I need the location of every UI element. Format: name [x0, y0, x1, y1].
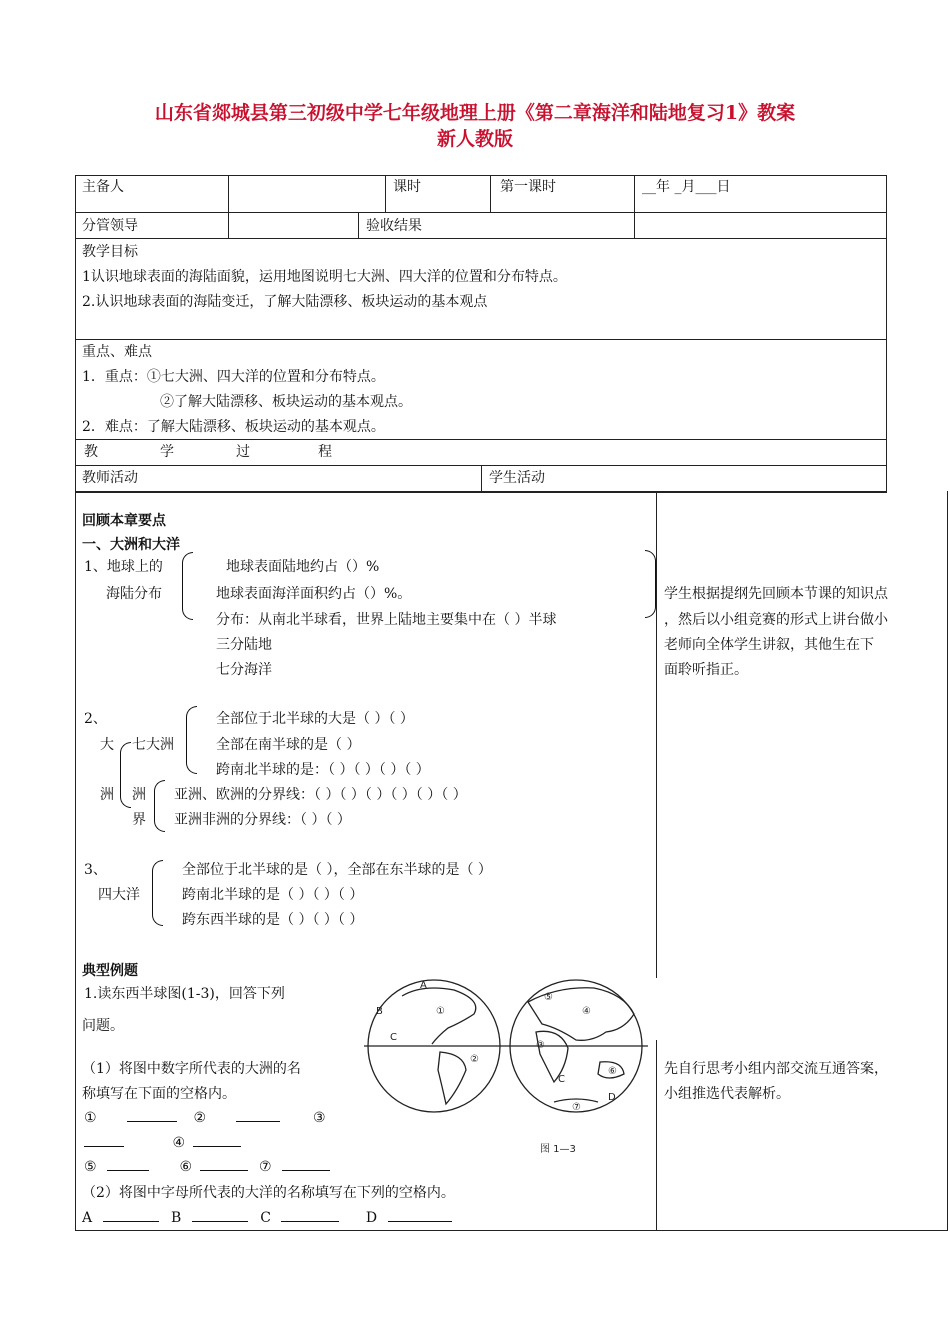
brace	[120, 742, 131, 808]
q2-label: 洲	[100, 787, 114, 803]
date-field: __年 _月___日	[642, 179, 731, 195]
process-char: 教	[84, 444, 98, 460]
answer-blank[interactable]	[193, 1146, 241, 1147]
map-label: ①	[436, 1006, 445, 1017]
example-heading: 典型例题	[82, 963, 138, 979]
student-activity-line: 先自行思考小组内部交流互通答案，	[664, 1061, 888, 1077]
student-activity-line: 小组推选代表解析。	[664, 1086, 790, 1102]
map-label: B	[376, 1006, 383, 1017]
map-label: C	[390, 1032, 397, 1043]
preparer-label: 主备人	[82, 179, 124, 195]
answer-blank[interactable]	[127, 1121, 177, 1122]
objectives-heading: 教学目标	[82, 244, 138, 260]
map-label: C	[558, 1074, 565, 1085]
key-point-line: ②了解大陆漂移、板块运动的基本观点。	[160, 394, 412, 410]
q3-line: 跨南北半球的是（ ）（ ）（ ）	[182, 887, 364, 903]
brace	[154, 780, 165, 832]
brace	[645, 550, 656, 618]
answer-num: ③	[312, 1110, 326, 1126]
divider	[481, 465, 482, 492]
key-points-heading: 重点、难点	[82, 344, 152, 360]
q2-label: 七大洲	[132, 737, 174, 753]
objectives-cell	[75, 238, 887, 340]
info-row-1	[75, 175, 887, 213]
answer-row	[84, 1158, 330, 1176]
answer-blank[interactable]	[103, 1221, 159, 1222]
q1-line: 地球表面陆地约占（）%	[226, 559, 380, 575]
answer-blank[interactable]	[282, 1170, 330, 1171]
divider	[656, 1040, 657, 1231]
q3-line: 全部位于北半球的是（ ），全部在东半球的是（ ）	[182, 862, 492, 878]
process-cell	[75, 439, 887, 466]
brace	[182, 552, 193, 620]
divider	[490, 175, 491, 213]
answer-num: ⑦	[258, 1159, 272, 1175]
process-char: 程	[318, 444, 332, 460]
answer-blank[interactable]	[107, 1170, 149, 1171]
divider	[228, 212, 229, 239]
answer-blank[interactable]	[192, 1221, 248, 1222]
answer-num: ①	[84, 1110, 97, 1126]
answer-blank[interactable]	[281, 1221, 339, 1222]
q2-label: 界	[132, 812, 146, 828]
answer-blank[interactable]	[200, 1170, 248, 1171]
answer-letter: A	[82, 1210, 93, 1226]
answer-num: ⑥	[179, 1159, 193, 1175]
student-activity-label: 学生活动	[489, 470, 545, 486]
period-label: 课时	[393, 179, 421, 195]
answer-num: ⑤	[84, 1159, 97, 1175]
q2-line: 全部在南半球的是（ ）	[216, 737, 361, 753]
q1-line: 地球表面海洋面积约占（）%。	[216, 586, 412, 602]
answer-num: ④	[172, 1135, 186, 1151]
answer-blank[interactable]	[388, 1221, 452, 1222]
q2-number: 2、	[84, 711, 107, 727]
section-heading: 一、大洲和大洋	[82, 537, 180, 553]
review-heading: 回顾本章要点	[82, 513, 166, 529]
answer-letter: D	[365, 1210, 378, 1226]
divider	[947, 491, 948, 1231]
key-point-line: 1．重点：①七大洲、四大洋的位置和分布特点。	[82, 369, 385, 385]
example-part1: 称填写在下面的空格内。	[82, 1086, 236, 1102]
example-q1: 1.读东西半球图(1-3)，回答下列	[84, 986, 285, 1002]
answer-blank[interactable]	[84, 1146, 124, 1147]
period-value: 第一课时	[500, 179, 556, 195]
q2-line: 亚洲非洲的分界线：（ ）（ ）	[174, 812, 351, 828]
hemisphere-map	[362, 970, 654, 1160]
page-subtitle: 新人教版	[436, 128, 513, 150]
answer-letter: C	[260, 1210, 271, 1226]
process-char: 过	[236, 444, 250, 460]
divider	[385, 175, 386, 213]
map-label: ②	[470, 1054, 479, 1065]
q2-label: 大	[100, 737, 114, 753]
divider	[634, 212, 635, 239]
divider	[656, 491, 657, 978]
objective-item: 2.认识地球表面的海陆变迁，了解大陆漂移、板块运动的基本观点	[82, 294, 488, 310]
q1-line: 分布：从南北半球看，世界上陆地主要集中在（ ）半球	[216, 612, 557, 628]
q2-label: 洲	[132, 787, 146, 803]
info-row-2	[75, 212, 887, 239]
q3-label: 四大洋	[98, 887, 140, 903]
divider	[634, 175, 635, 213]
map-label: ⑥	[608, 1066, 617, 1077]
answer-row	[82, 1209, 452, 1227]
map-label: A	[420, 980, 427, 991]
example-part2: （2）将图中字母所代表的大洋的名称填写在下列的空格内。	[82, 1185, 455, 1201]
q2-line: 跨南北半球的是：（ ）（ ）（ ）（ ）	[216, 762, 430, 778]
student-activity-line: 学生根据提纲先回顾本节课的知识点	[664, 586, 888, 602]
q2-line: 全部位于北半球的大是（ ）（ ）	[216, 711, 414, 727]
q1-line: 三分陆地	[216, 637, 272, 653]
student-activity-line: 面聆听指正。	[664, 662, 748, 678]
map-label: ③	[536, 1040, 545, 1051]
answer-blank[interactable]	[236, 1121, 280, 1122]
answer-row	[84, 1109, 326, 1127]
q1-line: 七分海洋	[216, 662, 272, 678]
example-part1: （1）将图中数字所代表的大洲的名	[82, 1061, 301, 1077]
q3-line: 跨东西半球的是（ ）（ ）（ ）	[182, 912, 364, 928]
answer-row	[84, 1134, 241, 1152]
map-label: ④	[582, 1006, 591, 1017]
objective-item: 1认识地球表面的海陆面貌，运用地图说明七大洲、四大洋的位置和分布特点。	[82, 269, 567, 285]
map-label: ⑦	[572, 1102, 581, 1113]
q1-sub: 海陆分布	[106, 586, 162, 602]
q3-number: 3、	[84, 862, 107, 878]
south-america-shape	[438, 1052, 466, 1104]
map-caption: 图 1—3	[540, 1144, 576, 1155]
divider	[228, 175, 229, 213]
teacher-activity-label: 教师活动	[82, 470, 138, 486]
map-label: ⑤	[544, 992, 553, 1003]
brace	[152, 860, 163, 926]
key-point-line: 2．难点：了解大陆漂移、板块运动的基本观点。	[82, 419, 385, 435]
map-label: D	[608, 1092, 616, 1103]
example-q1: 问题。	[82, 1018, 124, 1034]
q1-number: 1、地球上的	[84, 559, 163, 575]
page-title: 山东省郯城县第三初级中学七年级地理上册《第二章海洋和陆地复习1》教案	[154, 102, 796, 124]
leader-label: 分管领导	[82, 218, 138, 234]
answer-num: ②	[193, 1110, 207, 1126]
brace	[186, 706, 197, 774]
answer-letter: B	[171, 1210, 182, 1226]
divider	[358, 212, 359, 239]
q2-line: 亚洲、欧洲的分界线：（ ）（ ）（ ）（ ）（ ）（ ）	[174, 787, 467, 803]
student-activity-line: 老师向全体学生讲叙，其他生在下	[664, 637, 874, 653]
process-char: 学	[160, 444, 174, 460]
acceptance-label: 验收结果	[366, 218, 422, 234]
student-activity-line: ，然后以小组竞赛的形式上讲台做小	[664, 612, 888, 628]
